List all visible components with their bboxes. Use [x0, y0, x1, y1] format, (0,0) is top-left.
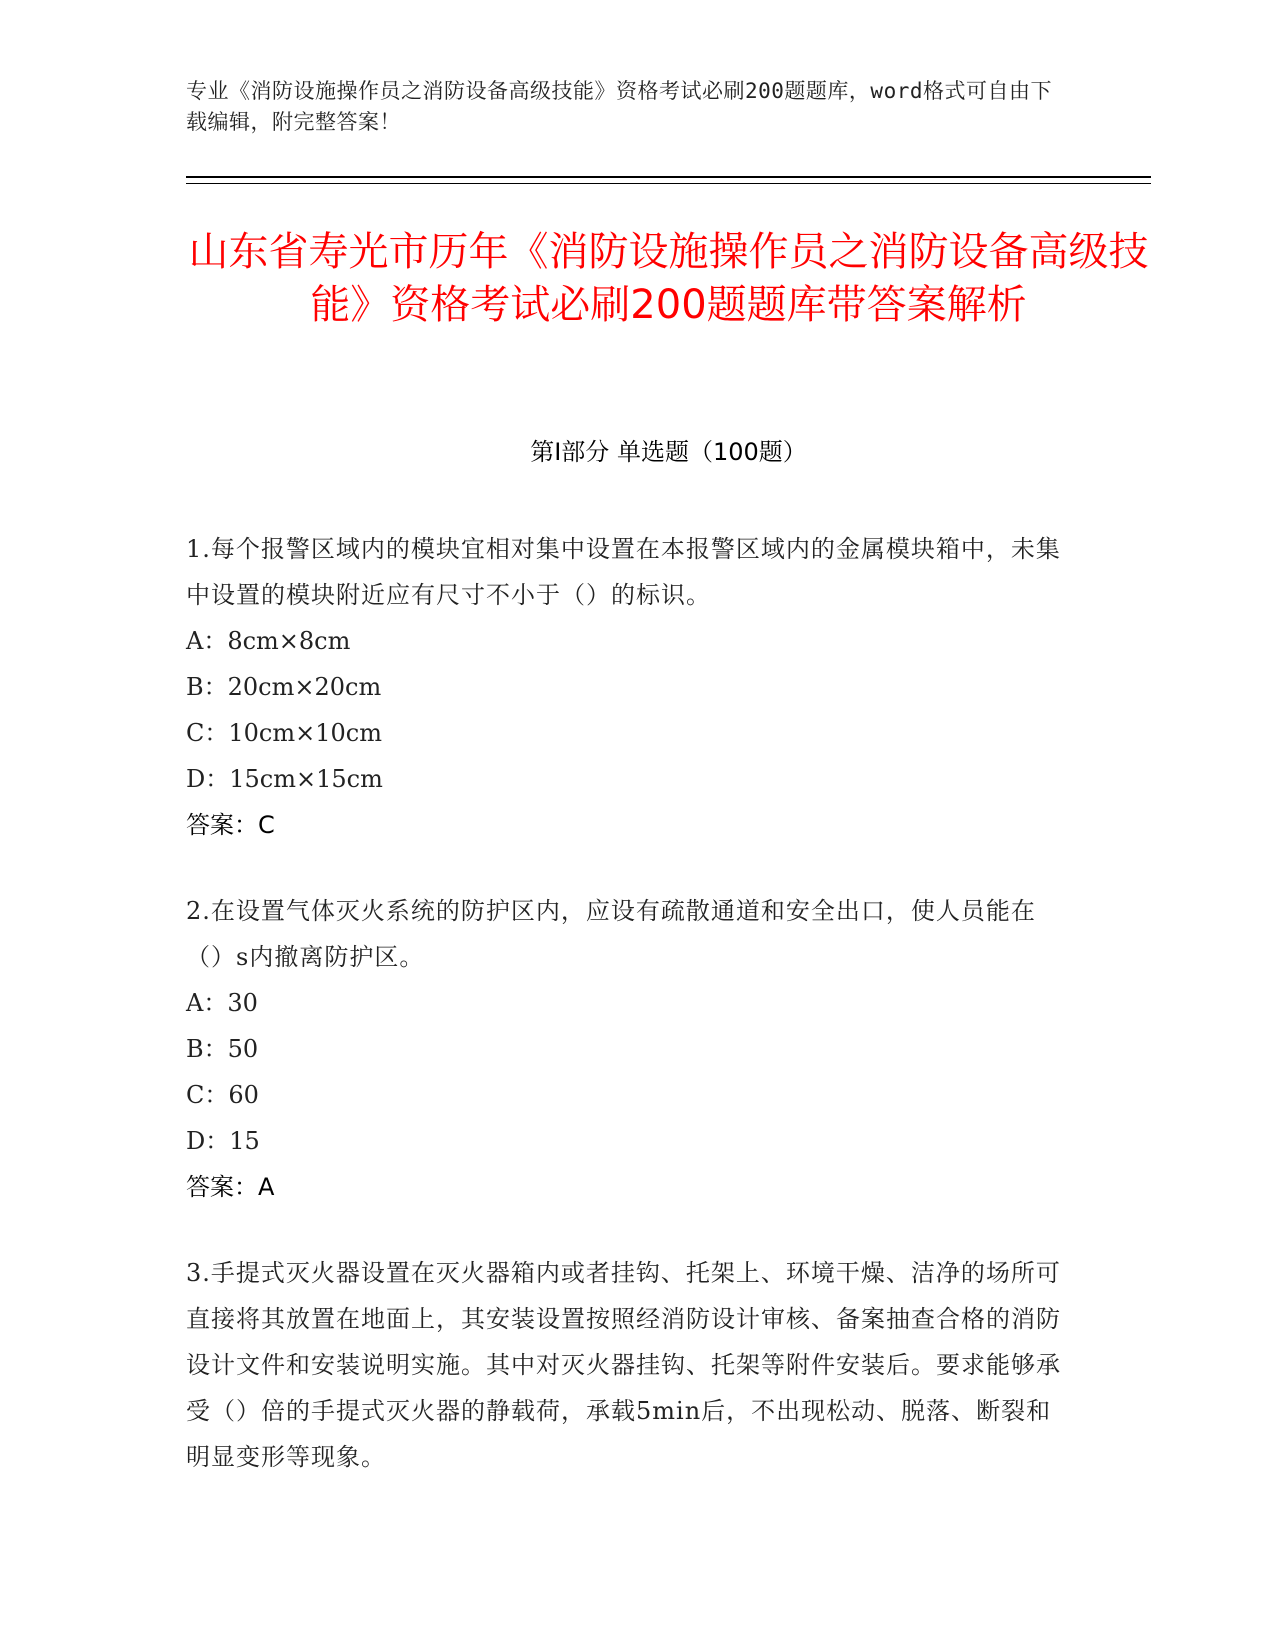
option-a: A：30: [186, 989, 258, 1017]
question-1: [186, 526, 1066, 848]
option-c: C：60: [186, 1081, 259, 1109]
question-stem: 1.每个报警区域内的模块宜相对集中设置在本报警区域内的金属模块箱中，未集中设置的模块附近应有尺寸不小于（）的标识。: [186, 535, 1061, 609]
answer: 答案：A: [186, 1173, 275, 1201]
option-b: B：20cm×20cm: [186, 673, 382, 701]
question-stem: 2.在设置气体灭火系统的防护区内，应设有疏散通道和安全出口，使人员能在（）s内撤离防护区。: [186, 897, 1036, 971]
section-heading: 第Ⅰ部分 单选题（100题）: [530, 438, 807, 466]
document-title: 山东省寿光市历年《消防设施操作员之消防设备高级技能》资格考试必刷200题题库带答案解析: [188, 229, 1149, 328]
option-d: D：15cm×15cm: [186, 765, 383, 793]
option-d: D：15: [186, 1127, 260, 1155]
header-note: 专业《消防设施操作员之消防设备高级技能》资格考试必刷200题题库，word格式可自由下载编辑，附完整答案！: [186, 79, 1052, 134]
question-2: [186, 888, 1066, 1210]
question-stem: 3.手提式灭火器设置在灭火器箱内或者挂钩、托架上、环境干燥、洁净的场所可直接将其放置在地面上，其安装设置按照经消防设计审核、备案抽查合格的消防设计文件和安装说明实施。其中对灭火器挂钩、托架等附件安装后。要求能够承受（）倍的手提式灭火器的静载荷，承载5min后，不出现松动、脱落、断裂和明显变形等现象。: [186, 1259, 1061, 1471]
option-c: C：10cm×10cm: [186, 719, 382, 747]
option-a: A：8cm×8cm: [186, 627, 351, 655]
option-b: B：50: [186, 1035, 259, 1063]
header-divider-thick: [186, 176, 1151, 178]
question-3: [186, 1250, 1066, 1480]
answer: 答案：C: [186, 811, 275, 839]
header-divider-thin: [186, 183, 1151, 184]
